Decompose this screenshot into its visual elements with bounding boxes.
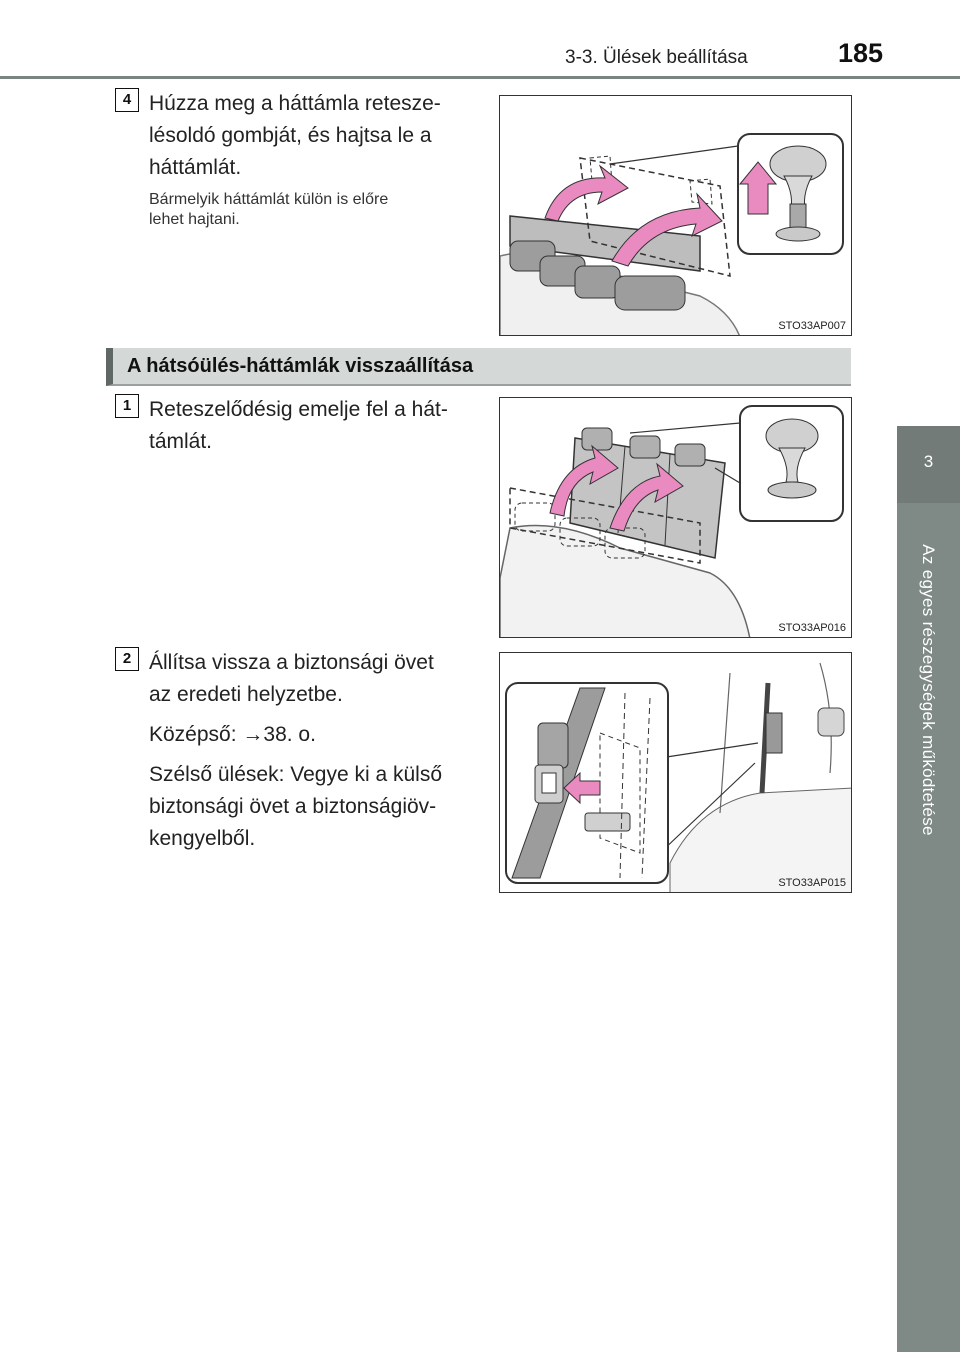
header-rule	[0, 76, 960, 79]
text-line: Középső: →38. o.	[149, 723, 316, 746]
chapter-number: 3	[923, 452, 934, 471]
step-2-text	[149, 647, 477, 855]
section-title: A hátsóülés-háttámlák visszaállítása	[127, 355, 474, 377]
step-1-text	[149, 394, 477, 458]
text-line: Húzza meg a háttámla retesze-	[149, 92, 441, 115]
seat-raise-illustration	[500, 398, 852, 638]
figure-code: STO33AP016	[778, 622, 846, 634]
figure-code: STO33AP015	[778, 877, 846, 889]
step-4-text	[149, 88, 477, 184]
step-4-note	[149, 190, 477, 230]
text-line: az eredeti helyzetbe.	[149, 683, 343, 706]
chapter-title: Az egyes részegységek működtetése	[919, 544, 938, 836]
note-line: lehet hajtani.	[149, 211, 240, 228]
text-line: támlát.	[149, 430, 213, 453]
text-line: Reteszelődésig emelje fel a hát-	[149, 398, 448, 421]
text-line: biztonsági övet a biztonságiöv-	[149, 795, 437, 818]
seatbelt-illustration	[500, 653, 852, 893]
section-header	[106, 348, 851, 386]
step-number-box: 1	[115, 394, 139, 418]
text-line: kengyelből.	[149, 827, 256, 850]
text-line: háttámlát.	[149, 156, 242, 179]
figure-raise-seatback	[499, 397, 852, 638]
page-number: 185	[838, 38, 884, 68]
figure-seatbelt-holder	[499, 652, 852, 893]
text-line: lésoldó gombját, és hajtsa le a	[149, 124, 432, 147]
figure-code: STO33AP007	[778, 320, 846, 332]
note-line: Bármelyik háttámlát külön is előre	[149, 191, 389, 208]
step-number-box: 4	[115, 88, 139, 112]
running-header-title: 3-3. Ülések beállítása	[565, 47, 748, 68]
seat-fold-illustration	[500, 96, 852, 336]
figure-fold-seatback	[499, 95, 852, 336]
text-line: Szélső ülések: Vegye ki a külső	[149, 763, 442, 786]
text-line: Állítsa vissza a biztonsági övet	[149, 651, 434, 674]
step-number-box: 2	[115, 647, 139, 671]
